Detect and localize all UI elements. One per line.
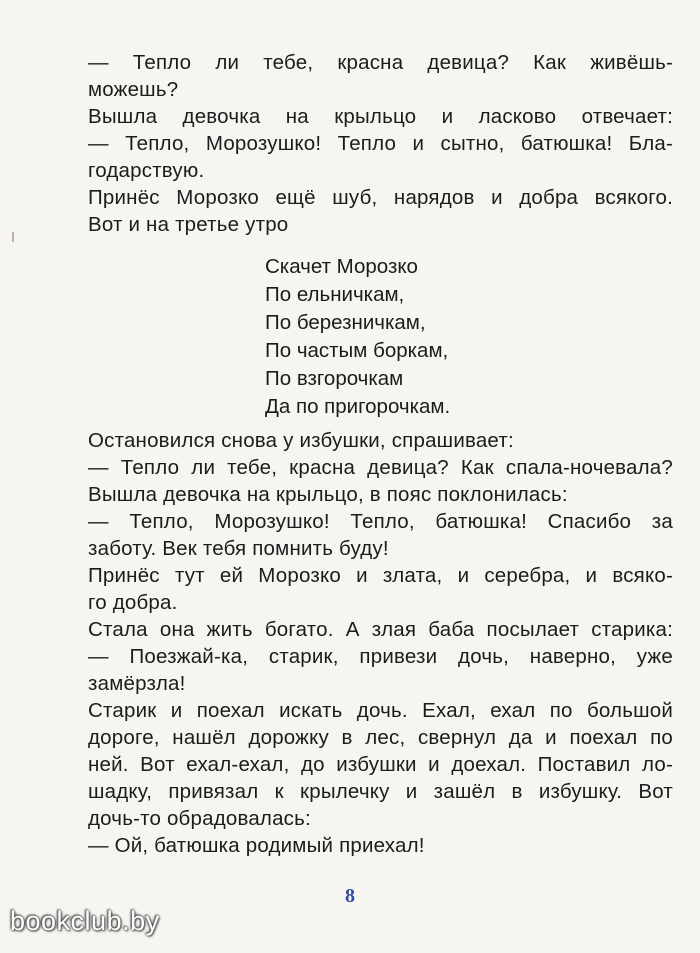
verse-block	[265, 253, 450, 421]
text-line: Принёс Морозко ещё шуб, нарядов и добра всякого.	[88, 186, 673, 209]
text-line: шадку, привязал к крылечку и зашёл в избушку. Вот	[88, 780, 673, 803]
verse-line: По березничкам,	[265, 311, 426, 334]
verse-line: По ельничкам,	[265, 283, 405, 306]
text-line: — Тепло, Морозушко! Тепло, батюшка! Спасибо за	[88, 510, 673, 533]
verse-line: Да по пригорочкам.	[265, 395, 451, 418]
verse-line: Скачет Морозко	[265, 255, 418, 278]
text-line: Старик и поехал искать дочь. Ехал, ехал по большой	[88, 699, 673, 722]
text-line: ней. Вот ехал-ехал, до избушки и доехал. Поставил ло-	[88, 753, 673, 776]
verse-line: По частым боркам,	[265, 339, 449, 362]
text-line: Вышла девочка на крыльцо и ласково отвечает:	[88, 105, 673, 128]
text-line: замёрзла!	[88, 672, 186, 695]
text-line: годарствую.	[88, 159, 205, 182]
text-line: Остановился снова у избушки, спрашивает:	[88, 429, 514, 452]
watermark-logo: bookclub.by	[10, 906, 160, 936]
text-block-top	[88, 49, 673, 238]
text-line: Стала она жить богато. А злая баба посылает старика:	[88, 618, 673, 641]
text-line: дочь-то обрадовалась:	[88, 807, 311, 830]
text-block-bottom	[88, 427, 673, 859]
text-line: го добра.	[88, 591, 178, 614]
text-line: Вот и на третье утро	[88, 213, 289, 236]
text-line: Вышла девочка на крыльцо, в пояс поклонилась:	[88, 483, 568, 506]
text-line: — Тепло, Морозушко! Тепло и сытно, батюшка! Бла-	[88, 132, 673, 155]
text-line: дороге, нашёл дорожку в лес, свернул да и поехал по	[88, 726, 673, 749]
text-line: — Тепло ли тебе, красна девица? Как спала-ночевала?	[88, 456, 673, 479]
page-number: 8	[345, 885, 355, 907]
text-line: — Поезжай-ка, старик, привези дочь, наверно, уже	[88, 645, 673, 668]
margin-mark	[12, 232, 14, 242]
text-line: — Тепло ли тебе, красна девица? Как живёшь-	[88, 51, 673, 74]
text-line: — Ой, батюшка родимый приехал!	[88, 834, 425, 857]
text-line: заботу. Век тебя помнить буду!	[88, 537, 389, 560]
verse-line: По взгорочкам	[265, 367, 404, 390]
text-line: можешь?	[88, 78, 179, 101]
text-line: Принёс тут ей Морозко и злата, и серебра, и всяко-	[88, 564, 673, 587]
